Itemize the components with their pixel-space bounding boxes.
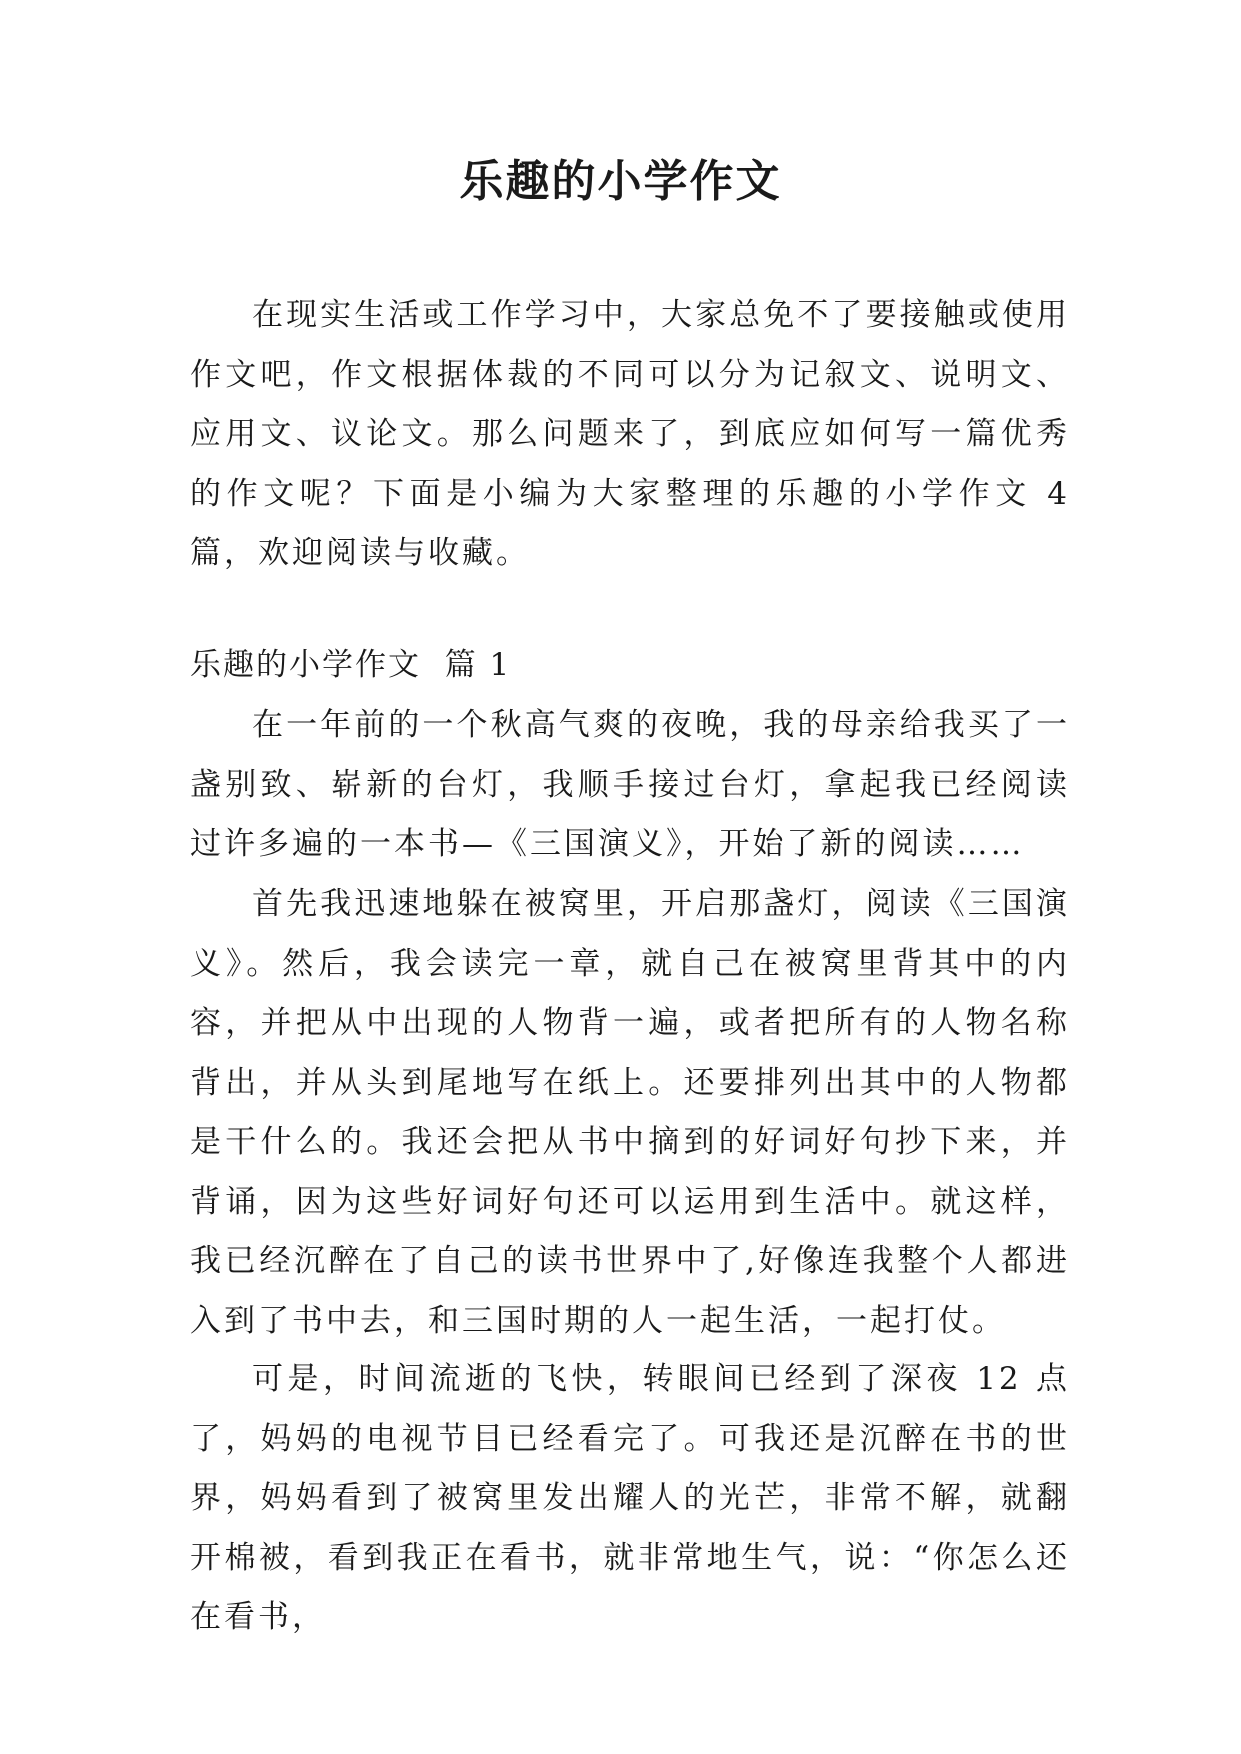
- section-heading: 乐趣的小学作文 篇 1: [190, 647, 512, 683]
- body-paragraph-2: 首先我迅速地躲在被窝里，开启那盏灯，阅读《三国演义》。然后，我会读完一章，就自己在被窝里背其中的内容，并把从中出现的人物背一遍，或者把所有的人物名称背出，并从头到尾地写在纸上。还要排列出其中的人物都是干什么的。我还会把从书中摘到的好词好句抄下来，并背诵，因为这些好词好句还可以运用到生活中。就这样，我已经沉醉在了自己的读书世界中了,好像连我整个人都进入到了书中去，和三国时期的人一起生活，一起打仗。: [190, 886, 1070, 1339]
- document-title: 乐趣的小学作文: [459, 156, 782, 207]
- body-paragraph-3: 可是，时间流逝的飞快，转眼间已经到了深夜 12 点了，妈妈的电视节目已经看完了。可我还是沉醉在书的世界，妈妈看到了被窝里发出耀人的光芒，非常不解，就翻开棉被，看到我正在看书，就非常地生气，说：“你怎么还在看书，: [190, 1361, 1070, 1635]
- intro-paragraph: 在现实生活或工作学习中，大家总免不了要接触或使用作文吧，作文根据体裁的不同可以分为记叙文、说明文、应用文、议论文。那么问题来了，到底应如何写一篇优秀的作文呢？下面是小编为大家整理的乐趣的小学作文 4 篇，欢迎阅读与收藏。: [190, 297, 1070, 571]
- body-paragraph-1: 在一年前的一个秋高气爽的夜晚，我的母亲给我买了一盏别致、崭新的台灯，我顺手接过台灯，拿起我已经阅读过许多遍的一本书—《三国演义》，开始了新的阅读……: [190, 707, 1070, 862]
